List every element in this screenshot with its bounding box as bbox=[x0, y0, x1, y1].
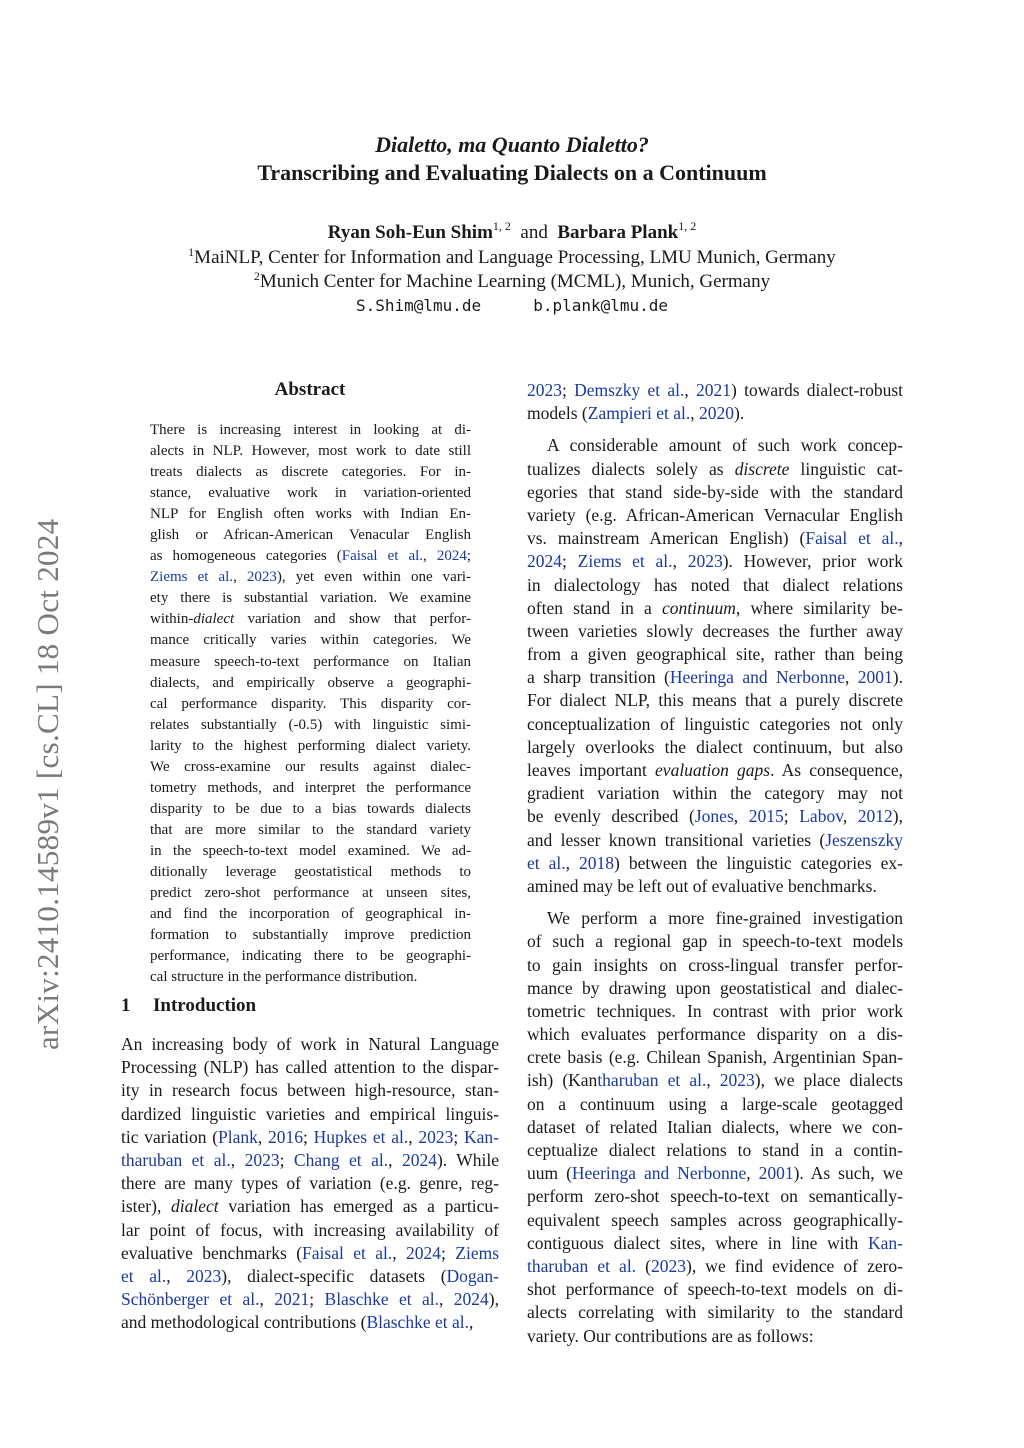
abstract-line: performance, indicating there to be geographi- bbox=[150, 948, 471, 965]
intro-right-line: A considerable amount of such work concep- bbox=[547, 435, 903, 456]
intro-right-line: crete basis (e.g. Chilean Spanish, Argentinian Span- bbox=[527, 1047, 903, 1068]
author-conjunction: and bbox=[520, 222, 548, 243]
abstract-line: relates substantially (-0.5) with linguistic simi- bbox=[150, 716, 471, 733]
abstract-line: measure speech-to-text performance on Italian bbox=[150, 653, 471, 670]
abstract-line: There is increasing interest in looking at di- bbox=[150, 422, 471, 438]
affiliation-2 bbox=[0, 270, 1024, 294]
abstract-line: in the speech-to-text model examined. We ad- bbox=[150, 842, 471, 859]
introduction-left-column bbox=[121, 1033, 499, 1334]
intro-left-line: dardized linguistic varieties and empirical linguis- bbox=[121, 1103, 499, 1124]
abstract-line: tometry methods, and interpret the performance bbox=[150, 779, 471, 796]
section-number: 1 bbox=[121, 995, 131, 1016]
intro-left-line: evaluative benchmarks (Faisal et al., 2024; Ziems bbox=[121, 1242, 500, 1263]
author-2-affiliation-mark: 1, 2 bbox=[678, 219, 697, 233]
section-title: Introduction bbox=[153, 995, 257, 1016]
abstract-line: predict zero-shot performance at unseen sites, bbox=[150, 885, 471, 902]
intro-right-line: be evenly described (Jones, 2015; Labov, 2012), bbox=[527, 806, 903, 827]
intro-right-line: We perform a more fine-grained investigation bbox=[547, 908, 903, 929]
intro-left-line: ister), dialect variation has emerged as a particu- bbox=[121, 1196, 499, 1217]
abstract-line: that are more similar to the standard variety bbox=[150, 821, 471, 838]
paper-title-line-1: Dialetto, ma Quanto Dialetto? bbox=[375, 132, 649, 157]
intro-left-line: Schönberger et al., 2021; Blaschke et al., 2024), bbox=[121, 1289, 499, 1310]
author-1-name: Ryan Soh-Eun Shim bbox=[327, 222, 493, 243]
affiliation-1-text: MaiNLP, Center for Information and Language Processing, LMU Munich, Germany bbox=[194, 247, 836, 268]
abstract-line: mance critically varies within categories. We bbox=[150, 632, 471, 649]
abstract-line: Ziems et al., 2023), yet even within one vari- bbox=[150, 569, 472, 586]
abstract-line: and find the incorporation of geographical in- bbox=[150, 906, 471, 923]
intro-right-line: alects correlating with similarity to the standard bbox=[527, 1302, 903, 1323]
abstract-line: We cross-examine our results against dialec- bbox=[150, 758, 471, 775]
author-1-affiliation-mark: 1, 2 bbox=[492, 219, 511, 233]
affiliation-1 bbox=[0, 246, 1024, 270]
intro-left-line: and methodological contributions (Blaschke et al., bbox=[121, 1312, 474, 1333]
abstract-line: alects in NLP. However, most work to date still bbox=[150, 443, 471, 460]
intro-right-line: For dialect NLP, this means that a purely discrete bbox=[527, 690, 903, 711]
intro-right-line: tharuban et al. (2023), we find evidence of zero- bbox=[527, 1255, 904, 1276]
paragraph-gap bbox=[527, 898, 903, 907]
intro-right-line: mance by drawing upon geostatistical and dialec- bbox=[527, 977, 903, 998]
intro-right-line: in dialectology has noted that dialect relations bbox=[527, 574, 903, 595]
abstract-body bbox=[150, 420, 471, 988]
abstract-line: formation to substantially improve prediction bbox=[150, 927, 471, 944]
intro-right-line: and lesser known transitional varieties (Jeszenszky bbox=[527, 829, 903, 850]
abstract-line: ety there is substantial variation. We examine bbox=[150, 590, 471, 607]
abstract-line: larity to the highest performing dialect variety. bbox=[150, 737, 471, 754]
intro-right-line: conceptualization of linguistic categories not only bbox=[527, 713, 903, 734]
intro-left-line: there are many types of variation (e.g. genre, reg- bbox=[121, 1173, 499, 1194]
section-heading-introduction bbox=[121, 994, 256, 1018]
intro-right-line: contiguous dialect sites, where in line with Kan- bbox=[527, 1232, 903, 1253]
intro-right-line: models (Zampieri et al., 2020). bbox=[527, 403, 745, 424]
abstract-line: ditionally leverage geostatistical methods to bbox=[150, 863, 471, 880]
intro-right-line: amined may be left out of evaluative benchmarks. bbox=[527, 875, 877, 896]
email-author-1[interactable]: S.Shim@lmu.de bbox=[355, 296, 482, 315]
abstract-line: within-dialect variation and show that perfor- bbox=[150, 611, 471, 628]
intro-right-line: leaves important evaluation gaps. As consequence, bbox=[527, 760, 903, 780]
intro-right-line: perform zero-shot speech-to-text on semantically- bbox=[527, 1186, 903, 1207]
paragraph-gap bbox=[527, 425, 903, 434]
intro-right-line: largely overlooks the dialect continuum, but also bbox=[527, 736, 903, 757]
intro-left-line: lar point of focus, with increasing availability of bbox=[121, 1219, 499, 1240]
intro-right-line: 2023; Demszky et al., 2021) towards dialect-robust bbox=[527, 380, 903, 400]
intro-right-line: egories that stand side-by-side with the standard bbox=[527, 481, 903, 502]
intro-right-line: which evaluates performance disparity on a dis- bbox=[527, 1024, 903, 1045]
intro-right-line: shot performance of speech-to-text models on di- bbox=[527, 1279, 903, 1300]
intro-right-line: to gain insights on cross-lingual transfer perfor- bbox=[527, 954, 903, 975]
intro-right-line: ish) (Kantharuban et al., 2023), we place dialects bbox=[527, 1070, 903, 1091]
intro-right-line: tometric techniques. In contrast with prior work bbox=[527, 1000, 903, 1021]
intro-left-line: ity in research focus between high-resource, stan- bbox=[121, 1080, 499, 1101]
abstract-line: as homogeneous categories (Faisal et al., 2024; bbox=[150, 548, 472, 565]
intro-right-line: equivalent speech samples across geographically- bbox=[527, 1209, 903, 1230]
abstract-line: NLP for English often works with Indian En- bbox=[150, 506, 471, 523]
intro-right-line: often stand in a continuum, where similarity be- bbox=[527, 597, 903, 618]
intro-left-line: Processing (NLP) has called attention to the dispar- bbox=[121, 1057, 499, 1078]
intro-right-line: gradient variation within the category may not bbox=[527, 783, 903, 804]
intro-right-line: variety. Our contributions are as follows: bbox=[527, 1325, 814, 1346]
abstract-line: stance, evaluative work in variation-oriented bbox=[150, 485, 471, 502]
intro-right-line: tween varieties slowly decreases the further away bbox=[527, 620, 903, 641]
intro-right-line: dataset of related Italian dialects, where we con- bbox=[527, 1116, 903, 1137]
intro-left-line: tharuban et al., 2023; Chang et al., 2024). While bbox=[121, 1149, 500, 1170]
intro-left-line: An increasing body of work in Natural Language bbox=[121, 1034, 499, 1054]
intro-right-line: 2024; Ziems et al., 2023). However, prior work bbox=[527, 551, 903, 572]
intro-left-line: et al., 2023), dialect-specific datasets (Dogan- bbox=[121, 1265, 500, 1286]
intro-right-line: tualizes dialects solely as discrete linguistic cat- bbox=[527, 458, 903, 479]
affiliation-2-text: Munich Center for Machine Learning (MCML), Munich, Germany bbox=[259, 271, 771, 292]
paper-title-line-2: Transcribing and Evaluating Dialects on a Continuum bbox=[257, 160, 767, 185]
intro-right-line: vs. mainstream American English) (Faisal et al., bbox=[527, 528, 904, 549]
abstract-line: disparity to be due to a bias towards dialects bbox=[150, 800, 471, 817]
intro-right-line: on a continuum using a large-scale geotagged bbox=[527, 1093, 903, 1114]
intro-right-line: ceptualize dialect relations to stand in a contin- bbox=[527, 1140, 903, 1160]
introduction-right-column bbox=[527, 379, 903, 1348]
author-2-name: Barbara Plank bbox=[557, 222, 679, 243]
intro-right-line: from a given geographical site, rather than being bbox=[527, 644, 903, 665]
author-line bbox=[0, 220, 1024, 246]
arxiv-identifier-stamp[interactable]: arXiv:2410.14589v1 [cs.CL] 18 Oct 2024 bbox=[30, 518, 65, 1050]
intro-right-line: of such a regional gap in speech-to-text models bbox=[527, 931, 903, 952]
abstract-line: dialects, and empirically observe a geographi- bbox=[150, 674, 471, 691]
abstract-line: cal performance disparity. This disparity cor- bbox=[150, 695, 471, 712]
affiliation-2-mark: 2 bbox=[253, 269, 260, 283]
author-emails bbox=[0, 294, 1024, 318]
intro-right-line: variety (e.g. African-American Vernacular English bbox=[527, 504, 903, 525]
intro-right-line: uum (Heeringa and Nerbonne, 2001). As such, we bbox=[527, 1163, 904, 1184]
intro-right-line: et al., 2018) between the linguistic categories ex- bbox=[527, 852, 903, 873]
abstract-line: glish or African-American Venacular English bbox=[150, 527, 471, 544]
abstract-heading: Abstract bbox=[274, 379, 346, 400]
abstract-line: treats dialects as discrete categories. For in- bbox=[150, 464, 471, 481]
intro-left-line: tic variation (Plank, 2016; Hupkes et al., 2023; Kan- bbox=[121, 1126, 499, 1147]
abstract-line: cal structure in the performance distribution. bbox=[150, 969, 418, 986]
intro-right-line: a sharp transition (Heeringa and Nerbonne, 2001). bbox=[527, 667, 903, 688]
affiliation-1-mark: 1 bbox=[188, 245, 195, 259]
email-author-2[interactable]: b.plank@lmu.de bbox=[533, 296, 669, 315]
